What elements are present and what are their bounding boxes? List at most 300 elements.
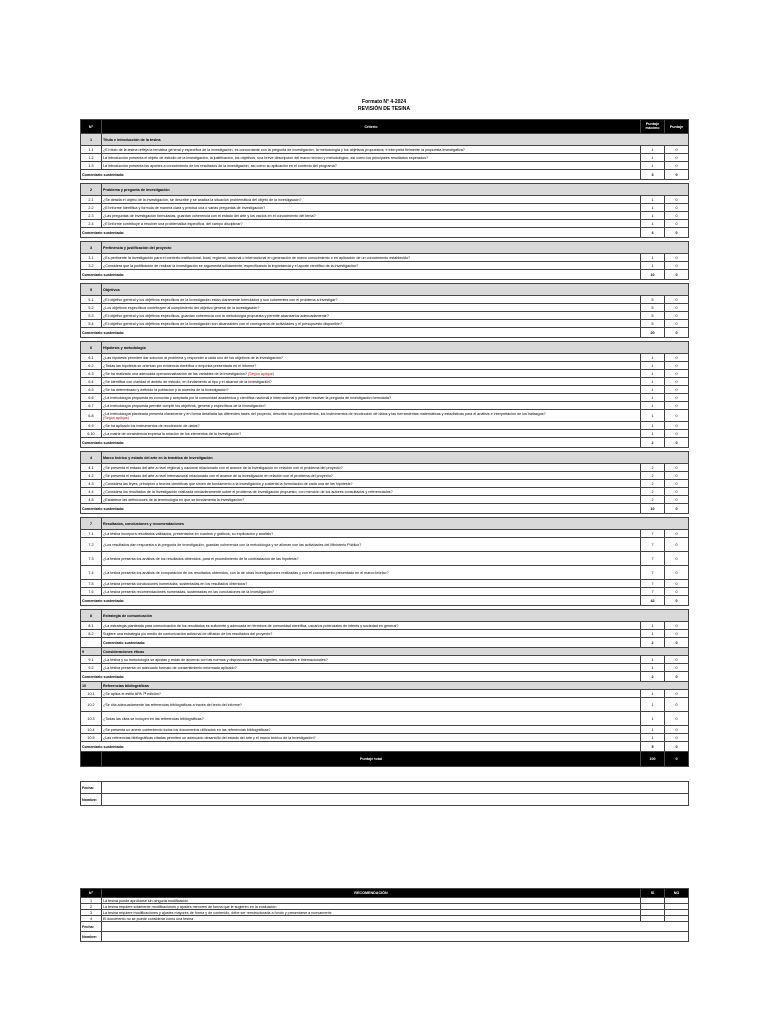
rec-name-row xyxy=(81,932,689,942)
section-total-score: 0 xyxy=(665,672,689,682)
section-title: Título e introducción de la tesina xyxy=(102,134,689,146)
section-number: 9 xyxy=(81,648,102,656)
criterion-text: Sugiere una estrategia y/o medio de comunicación adicional de difusión de los resultados del proyecto? xyxy=(103,631,273,636)
criterion-number: 9.1 xyxy=(81,656,102,664)
criterion-text: ¿Considera que la justificación de realizar la investigación se argumenta sólidamente, especificando la importancia y el aporte científico de la investigación? xyxy=(103,263,358,268)
comment-row xyxy=(81,596,689,606)
criterion-text: ¿Las referencias bibliográficas citadas permiten un adecuado desarrollo del estado del arte y el marco teórico de la investigación? xyxy=(103,735,316,740)
criterion-cell xyxy=(102,480,641,488)
criterion-cell xyxy=(102,362,641,370)
comment-label[interactable]: Comentario sustentado: xyxy=(81,270,641,280)
criterion-row xyxy=(81,464,689,472)
criterion-score[interactable]: 0 xyxy=(665,410,689,422)
criterion-number: 7.1 xyxy=(81,530,102,538)
criterion-text: ¿Se aplica el estilo APA 7ª edición? xyxy=(103,691,161,696)
criterion-number: 2.1 xyxy=(81,196,102,204)
criterion-number: 3.1 xyxy=(81,254,102,262)
recommendation-text: La tesina puede aprobarse sin ninguna modificación xyxy=(102,898,641,904)
comment-label[interactable]: Comentario sustentado: xyxy=(81,742,641,752)
criterion-cell xyxy=(102,378,641,386)
section-title: Objetivos xyxy=(102,284,689,296)
criterion-number: 2.4 xyxy=(81,220,102,228)
rec-header-num: N° xyxy=(81,889,102,898)
criterion-score[interactable]: 0 xyxy=(665,394,689,402)
criterion-cell xyxy=(102,296,641,304)
criterion-cell xyxy=(102,488,641,496)
criterion-max: 1 xyxy=(641,370,665,378)
criterion-text: ¿Se presenta el estado del arte a nivel internacional relacionado con el avance de la investigación en relación con el problema del proyecto? xyxy=(103,473,333,478)
criterion-score[interactable]: 0 xyxy=(665,588,689,596)
date-field[interactable] xyxy=(102,782,689,794)
comment-label[interactable]: Comentario sustentado: xyxy=(81,672,641,682)
criterion-score[interactable]: 0 xyxy=(665,254,689,262)
section-total-max: 5 xyxy=(641,742,665,752)
criterion-text: ¿Se identifica con claridad el ámbito de estudio, en fundamento al tipo y el alcance de la investigación? xyxy=(103,379,272,384)
criterion-text: ¿Considera los resultados de la investigación realizada verdaderamente sobre el problema de investigación propuesto, con mención de los autores consultados y referenciados? xyxy=(103,489,393,494)
criterion-cell xyxy=(102,734,641,742)
section-total-score: 0 xyxy=(665,228,689,238)
recommendation-header-row xyxy=(81,889,689,898)
criterion-max: 1 xyxy=(641,622,665,630)
criterion-number: 1.2 xyxy=(81,154,102,162)
criterion-cell xyxy=(102,354,641,362)
criterion-number: 6.3 xyxy=(81,370,102,378)
criterion-cell xyxy=(102,656,641,664)
section-total-max: 20 xyxy=(641,328,665,338)
criterion-text: ¿Se detalla el objeto de la investigación, se describe y se analiza la situación problemática del objeto de la investigación? xyxy=(103,197,302,202)
criterion-score[interactable]: 0 xyxy=(665,154,689,162)
section-total-max: 2 xyxy=(641,438,665,448)
criterion-score[interactable]: 0 xyxy=(665,370,689,378)
rubric-header-row xyxy=(81,120,689,134)
criterion-max: 7 xyxy=(641,588,665,596)
criterion-row xyxy=(81,472,689,480)
criterion-score[interactable]: 0 xyxy=(665,296,689,304)
criterion-max: 2 xyxy=(641,464,665,472)
criterion-number: 10.5 xyxy=(81,734,102,742)
comment-row xyxy=(81,504,689,514)
criterion-cell xyxy=(102,580,641,588)
criterion-text: ¿La metodología propuesta permite cumplir los objetivos, general y específicos de la investigación? xyxy=(103,403,266,408)
criterion-number: 7.6 xyxy=(81,588,102,596)
criterion-max: 1 xyxy=(641,690,665,698)
criterion-number: 6.8 xyxy=(81,410,102,422)
criterion-score[interactable]: 0 xyxy=(665,698,689,712)
criterion-text: ¿El informe contribuye a resolver una problemática específica, del campo disciplinar? xyxy=(103,221,243,226)
section-total-score: 0 xyxy=(665,596,689,606)
criterion-text: ¿La estrategia planteada para comunicación de los resultados es suficiente y adecuada en términos de comunidad científica, usuarios potenciales de interés y sociedad en general? xyxy=(103,623,399,628)
criterion-score[interactable]: 0 xyxy=(665,712,689,726)
criterion-max: 1 xyxy=(641,220,665,228)
recommendation-number: 4 xyxy=(81,916,102,922)
criterion-row xyxy=(81,712,689,726)
criterion-row xyxy=(81,430,689,438)
rubric-table xyxy=(80,119,689,806)
criterion-score[interactable]: 0 xyxy=(665,220,689,228)
criterion-number: 6.10 xyxy=(81,430,102,438)
criterion-row xyxy=(81,698,689,712)
criterion-number: 10.3 xyxy=(81,712,102,726)
comment-label[interactable]: Comentario sustentado: xyxy=(81,596,641,606)
criterion-text: ¿La tesina presenta recomendaciones numeradas, sustentadas en las conclusiones de la investigación? xyxy=(103,589,274,594)
criterion-score[interactable]: 0 xyxy=(665,386,689,394)
criterion-row xyxy=(81,656,689,664)
recommendation-number: 2 xyxy=(81,904,102,910)
name-field[interactable] xyxy=(102,794,689,806)
criterion-number: 4.5 xyxy=(81,496,102,504)
criterion-score[interactable]: 0 xyxy=(665,162,689,170)
section-total-max: 42 xyxy=(641,596,665,606)
criterion-number: 5.2 xyxy=(81,304,102,312)
criterion-row xyxy=(81,690,689,698)
comment-label[interactable]: Comentario sustentado: xyxy=(81,228,641,238)
criterion-row xyxy=(81,552,689,566)
criterion-text: ¿La tesina incorpora resultados validados, presentados en cuadros y gráficos, su explicación y análisis? xyxy=(103,531,274,536)
comment-row xyxy=(81,270,689,280)
criterion-row xyxy=(81,320,689,328)
comment-row xyxy=(81,742,689,752)
criterion-number: 7.5 xyxy=(81,580,102,588)
criterion-row xyxy=(81,588,689,596)
criterion-max: 5 xyxy=(641,312,665,320)
criterion-max: 1 xyxy=(641,196,665,204)
criterion-score[interactable]: 0 xyxy=(665,262,689,270)
criterion-row xyxy=(81,254,689,262)
criterion-cell xyxy=(102,394,641,402)
criterion-cell xyxy=(102,538,641,552)
criterion-row xyxy=(81,488,689,496)
criterion-number: 1.1 xyxy=(81,146,102,154)
comment-row xyxy=(81,228,689,238)
criterion-score[interactable]: 0 xyxy=(665,204,689,212)
criterion-number: 8.1 xyxy=(81,622,102,630)
section-total-max: 10 xyxy=(641,504,665,514)
criterion-text: ¿El título de la tesina refleja la temática general y específica de la investigación, es concordante con la pregunta de investigación, la metodología y los objetivos propuestos; e interpreta fielmente la propuesta investigativa? xyxy=(103,147,465,152)
section-row xyxy=(81,242,689,254)
criterion-number: 6.1 xyxy=(81,354,102,362)
criterion-cell xyxy=(102,254,641,262)
criterion-score[interactable]: 0 xyxy=(665,464,689,472)
criterion-cell xyxy=(102,588,641,596)
criterion-cell xyxy=(102,664,641,672)
criterion-max: 5 xyxy=(641,296,665,304)
rec-date-field[interactable] xyxy=(102,922,689,932)
criterion-score[interactable]: 0 xyxy=(665,212,689,220)
criterion-text: La introducción presenta los aportes a conocimiento de los resultados de la investigación, así como su aplicación en el contexto del programa? xyxy=(103,163,337,168)
criterion-number: 4.2 xyxy=(81,472,102,480)
criterion-row xyxy=(81,394,689,402)
comment-label[interactable]: Comentario sustentado: xyxy=(81,438,641,448)
criterion-row xyxy=(81,162,689,170)
criterion-row xyxy=(81,422,689,430)
criterion-max: 2 xyxy=(641,488,665,496)
criterion-number: 5.1 xyxy=(81,296,102,304)
header-num: N° xyxy=(81,120,102,134)
name-label: Nombre: xyxy=(81,794,102,806)
criterion-row xyxy=(81,304,689,312)
section-number: 3 xyxy=(81,242,102,254)
criterion-row xyxy=(81,262,689,270)
criterion-max: 2 xyxy=(641,480,665,488)
criterion-number: 4.1 xyxy=(81,464,102,472)
criterion-number: 4.4 xyxy=(81,488,102,496)
criterion-max: 1 xyxy=(641,430,665,438)
criterion-text: ¿Se ha determinado y definido la población y la muestra de la investigación? xyxy=(103,387,229,392)
section-total-score: 0 xyxy=(665,438,689,448)
criterion-text: ¿Se cita adecuadamente las referencias bibliográficas a través del texto del informe? xyxy=(103,702,242,707)
criterion-row xyxy=(81,370,689,378)
criterion-cell xyxy=(102,712,641,726)
criterion-row xyxy=(81,480,689,488)
criterion-text: ¿La tesina presenta los análisis de los resultados obtenidos, para el procedimiento de la contrastación de las hipótesis? xyxy=(103,556,299,561)
criterion-cell xyxy=(102,530,641,538)
criterion-score[interactable]: 0 xyxy=(665,656,689,664)
section-number: 1 xyxy=(81,134,102,146)
section-total-score: 0 xyxy=(665,638,689,648)
header-criterion: Criterio xyxy=(102,120,641,134)
criterion-number: 9.2 xyxy=(81,664,102,672)
criterion-row xyxy=(81,312,689,320)
criterion-score[interactable]: 0 xyxy=(665,630,689,638)
criterion-row xyxy=(81,196,689,204)
criterion-max: 1 xyxy=(641,410,665,422)
criterion-cell xyxy=(102,622,641,630)
criterion-max: 7 xyxy=(641,566,665,580)
criterion-cell xyxy=(102,220,641,228)
criterion-score[interactable]: 0 xyxy=(665,354,689,362)
total-max: 100 xyxy=(641,752,665,767)
spacer-row xyxy=(81,767,689,782)
section-title: Marco teórico y estado del arte en la temática de investigación xyxy=(102,452,689,464)
total-label: Puntaje total xyxy=(102,752,641,767)
criterion-number: 4.3 xyxy=(81,480,102,488)
criterion-number: 5.4 xyxy=(81,320,102,328)
section-total-max: 2 xyxy=(641,638,665,648)
criterion-cell xyxy=(102,320,641,328)
criterion-row xyxy=(81,664,689,672)
criterion-row xyxy=(81,734,689,742)
criterion-score[interactable]: 0 xyxy=(665,530,689,538)
section-total-max: 3 xyxy=(641,170,665,180)
section-total-score: 0 xyxy=(665,170,689,180)
criterion-text: ¿Las preguntas de investigación formuladas, guardan coherencia con el estado del arte y los vacíos en el conocimiento del tema? xyxy=(103,213,316,218)
section-row xyxy=(81,452,689,464)
comment-spacer xyxy=(81,638,102,648)
section-number: 5 xyxy=(81,284,102,296)
criterion-text: ¿La matriz de consistencia expresa la relación de los elementos de la investigación? xyxy=(103,431,242,436)
criterion-row xyxy=(81,530,689,538)
criterion-score[interactable]: 0 xyxy=(665,566,689,580)
criterion-row xyxy=(81,580,689,588)
section-title: Consideraciones éticas xyxy=(102,648,689,656)
section-title: Pertinencia y justificación del proyecto xyxy=(102,242,689,254)
section-row xyxy=(81,648,689,656)
criterion-cell xyxy=(102,630,641,638)
criterion-text: ¿El informe identifica y formula de manera clara y precisa una o varias preguntas de investigación? xyxy=(103,205,266,210)
rec-name-field[interactable] xyxy=(102,932,689,942)
criterion-score[interactable]: 0 xyxy=(665,362,689,370)
section-title: Resultados, conclusiones y recomendaciones xyxy=(102,518,689,530)
criterion-max: 1 xyxy=(641,656,665,664)
criterion-max: 1 xyxy=(641,354,665,362)
criterion-score[interactable]: 0 xyxy=(665,734,689,742)
criterion-cell xyxy=(102,430,641,438)
criterion-text: ¿Se presenta un anexo conteniendo todos los documentos utilizados en las referencias bibliográficas? xyxy=(103,727,271,732)
rec-header-no: NO xyxy=(665,889,689,898)
form-title: REVISIÓN DE TESINA xyxy=(358,106,410,112)
criterion-max: 1 xyxy=(641,386,665,394)
criterion-text: ¿Considera las leyes, principios o teorías científicas que sirven de fundamento a la investigación y sustenta la formulación de cada una de las hipótesis? xyxy=(103,481,353,486)
criterion-row xyxy=(81,622,689,630)
section-row xyxy=(81,184,689,196)
recommendation-table xyxy=(80,888,689,942)
criterion-score[interactable]: 0 xyxy=(665,552,689,566)
criterion-row xyxy=(81,410,689,422)
criterion-score[interactable]: 0 xyxy=(665,488,689,496)
criterion-row xyxy=(81,212,689,220)
comment-label[interactable]: Comentario sustentado: xyxy=(81,504,641,514)
criterion-cell xyxy=(102,464,641,472)
criterion-score[interactable]: 0 xyxy=(665,422,689,430)
section-total-max: 10 xyxy=(641,270,665,280)
criterion-max: 5 xyxy=(641,304,665,312)
rec-date-label: Fecha: xyxy=(81,922,102,932)
section-total-score: 0 xyxy=(665,328,689,338)
criterion-max: 1 xyxy=(641,726,665,734)
criterion-text: ¿La tesina presenta un adecuado formato de consentimiento informado aplicado? xyxy=(103,665,237,670)
section-total-max: 2 xyxy=(641,672,665,682)
section-title: Estrategia de comunicación xyxy=(102,610,689,622)
criterion-max: 1 xyxy=(641,422,665,430)
rec-header-label: RECOMENDACIÓN xyxy=(102,889,641,898)
criterion-text: ¿El objetivo general y los objetivos específicos, guardan coherencia con la metodología propuesta y permite alcanzarlos adecuadamente? xyxy=(103,313,329,318)
criterion-max: 1 xyxy=(641,734,665,742)
criterion-text: ¿Establece las definiciones de la terminología en que se fundamenta la investigación? xyxy=(103,497,245,502)
criterion-number: 10.1 xyxy=(81,690,102,698)
criterion-cell xyxy=(102,212,641,220)
criterion-score[interactable]: 0 xyxy=(665,480,689,488)
criterion-text: ¿La tesina presenta conclusiones numeradas, sustentadas en los resultados obtenidos? xyxy=(103,581,248,586)
criterion-score[interactable]: 0 xyxy=(665,472,689,480)
criterion-number: 10.4 xyxy=(81,726,102,734)
criterion-score[interactable]: 0 xyxy=(665,320,689,328)
criterion-score[interactable]: 0 xyxy=(665,690,689,698)
criterion-score[interactable]: 0 xyxy=(665,430,689,438)
criterion-cell xyxy=(102,410,641,422)
criterion-number: 6.7 xyxy=(81,402,102,410)
criterion-max: 7 xyxy=(641,552,665,566)
section-total-score: 0 xyxy=(665,504,689,514)
comment-label[interactable]: Comentario sustentado: xyxy=(81,170,641,180)
section-title: Problema y pregunta de investigación xyxy=(102,184,689,196)
criterion-max: 1 xyxy=(641,362,665,370)
criterion-text: ¿La tesina presenta los análisis de comparación de los resultados obtenidos, con la de otras investigaciones realizadas y con el conocimiento presentado en el marco teórico? xyxy=(103,570,389,575)
criterion-text: ¿La metodología planteada presenta claramente y en forma detallada las diferentes fases del proyecto, describe los procedimientos, los instrumentos de recolección de datos y las herramientas matemáticas y estadísticas para el análisis e interpretación de los hallazgos? xyxy=(103,411,546,416)
criterion-max: 1 xyxy=(641,262,665,270)
criterion-cell xyxy=(102,422,641,430)
criterion-score[interactable]: 0 xyxy=(665,622,689,630)
criterion-text: ¿Es pertinente la investigación para el contexto institucional, local, regional, nacional o internacional en generación de nuevo conocimiento o en aplicación de un conocimiento establecido? xyxy=(103,255,411,260)
section-number: 7 xyxy=(81,518,102,530)
recommendation-number: 3 xyxy=(81,910,102,916)
criterion-cell xyxy=(102,312,641,320)
section-row xyxy=(81,284,689,296)
recommendation-text: La tesina requiere modificaciones y ajustes mayores de forma y de contenido, debe ser reestructurada a fondo y presentarse a nuevamente xyxy=(102,910,641,916)
criterion-cell xyxy=(102,304,641,312)
criterion-score[interactable]: 0 xyxy=(665,496,689,504)
section-row xyxy=(81,682,689,690)
header-score: Puntaje xyxy=(665,120,689,134)
criterion-score[interactable]: 0 xyxy=(665,312,689,320)
criterion-row xyxy=(81,726,689,734)
criterion-row xyxy=(81,296,689,304)
section-total-score: 0 xyxy=(665,270,689,280)
criterion-score[interactable]: 0 xyxy=(665,664,689,672)
criterion-number: 7.4 xyxy=(81,566,102,580)
criterion-cell xyxy=(102,162,641,170)
criterion-number: 2.2 xyxy=(81,204,102,212)
criterion-score[interactable]: 0 xyxy=(665,402,689,410)
criterion-score[interactable]: 0 xyxy=(665,726,689,734)
section-row xyxy=(81,610,689,622)
comment-row xyxy=(81,672,689,682)
criterion-row xyxy=(81,354,689,362)
comment-label[interactable]: Comentario sustentado: xyxy=(102,638,641,648)
criterion-cell xyxy=(102,552,641,566)
criterion-score[interactable]: 0 xyxy=(665,538,689,552)
criterion-cell xyxy=(102,146,641,154)
criterion-cell xyxy=(102,196,641,204)
comment-row xyxy=(81,638,689,648)
criterion-text: ¿Se ha aplicado los instrumentos de recolección de datos? xyxy=(103,423,200,428)
comment-label[interactable]: Comentario sustentado: xyxy=(81,328,641,338)
section-number: 4 xyxy=(81,452,102,464)
criterion-cell xyxy=(102,726,641,734)
criterion-max: 1 xyxy=(641,146,665,154)
criterion-max: 1 xyxy=(641,154,665,162)
criterion-max: 5 xyxy=(641,320,665,328)
criterion-max: 1 xyxy=(641,664,665,672)
section-total-score: 0 xyxy=(665,742,689,752)
recommendation-text: La tesina requiere solamente modificaciones y ajustes menores de forma que le sugieren en la evaluación xyxy=(102,904,641,910)
criterion-cell xyxy=(102,496,641,504)
rec-header-yes: SÍ xyxy=(641,889,665,898)
criterion-score[interactable]: 0 xyxy=(665,580,689,588)
criterion-score[interactable]: 0 xyxy=(665,378,689,386)
criterion-number: 10.2 xyxy=(81,698,102,712)
recommendation-number: 1 xyxy=(81,898,102,904)
criterion-number: 3.2 xyxy=(81,262,102,270)
criterion-cell xyxy=(102,386,641,394)
total-score: 0 xyxy=(665,752,689,767)
criterion-max: 7 xyxy=(641,530,665,538)
criterion-row xyxy=(81,146,689,154)
criterion-max: 7 xyxy=(641,538,665,552)
total-row xyxy=(81,752,689,767)
criterion-number: 7.3 xyxy=(81,552,102,566)
name-row xyxy=(81,794,689,806)
section-title: Hipótesis y metodología xyxy=(102,342,689,354)
criterion-score[interactable]: 0 xyxy=(665,146,689,154)
criterion-max: 1 xyxy=(641,630,665,638)
section-number: 6 xyxy=(81,342,102,354)
criterion-score[interactable]: 0 xyxy=(665,304,689,312)
criterion-score[interactable]: 0 xyxy=(665,196,689,204)
criterion-max: 1 xyxy=(641,698,665,712)
comment-row xyxy=(81,170,689,180)
criterion-text: ¿Todas las hipótesis se orientan por evidencia científica o empírica presentada en el informe? xyxy=(103,363,257,368)
criterion-row xyxy=(81,154,689,162)
